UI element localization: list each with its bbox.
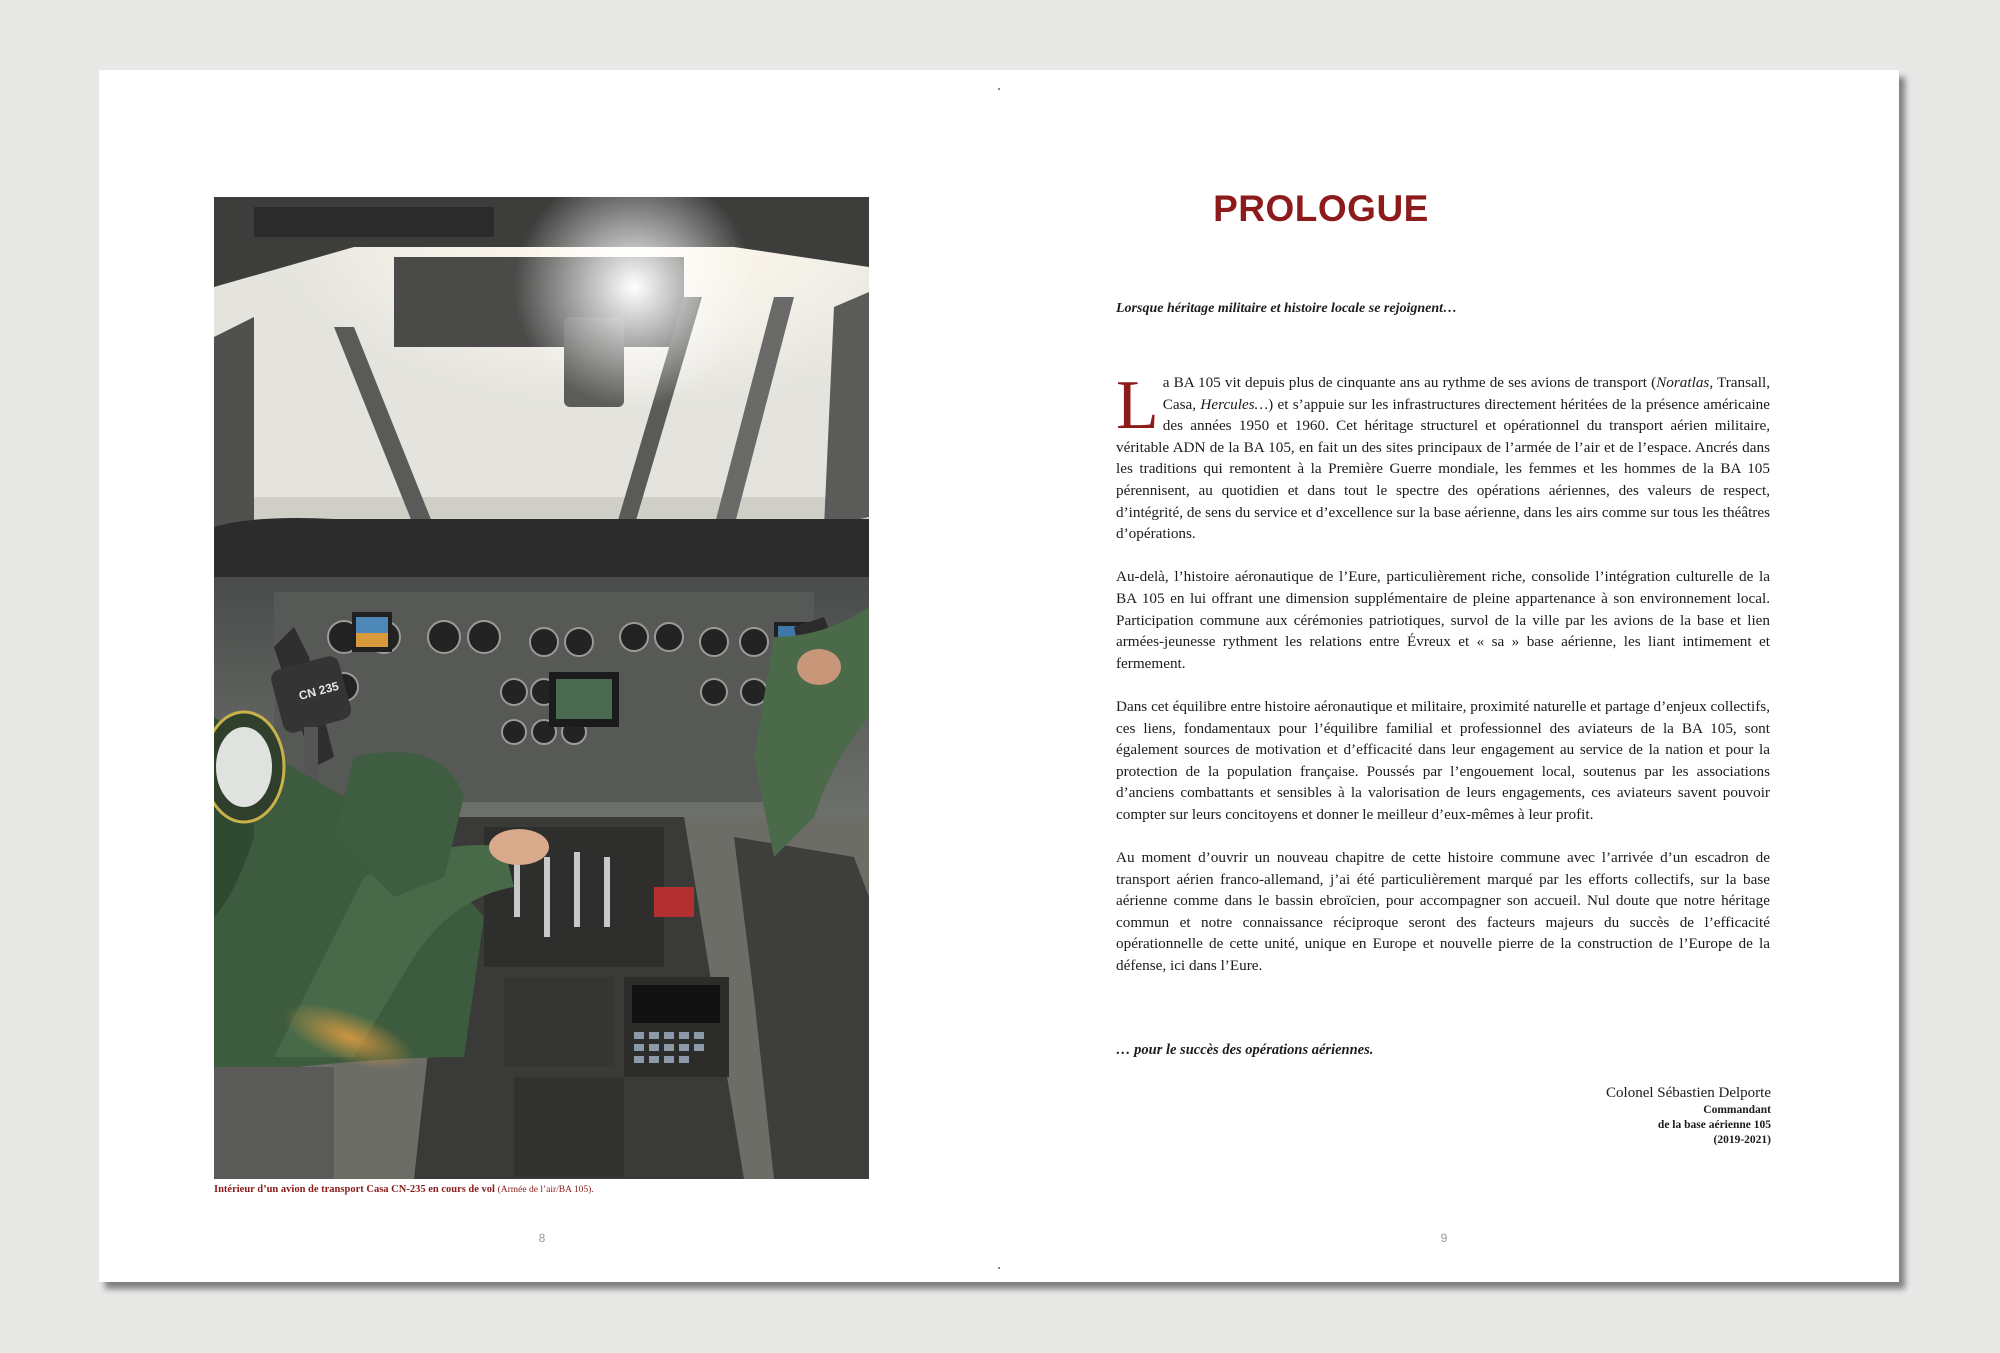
signatory-years: (2019-2021) <box>1713 1134 1771 1146</box>
paragraph-1-text-a: a BA 105 vit depuis plus de cinquante ans au rythme de ses avions de transport ( <box>1162 374 1657 391</box>
paragraph-3: Dans cet équilibre entre histoire aéronautique et militaire, proximité naturelle et partage d’enjeux collectifs, ces liens, fondamentaux pour l’équilibre familial et professionnel des aviateurs de la BA 105, sont également sources de motivation et d’efficacité dans leur engagement au service de la nation et pour la protection de la population française. Poussés par l’engouement local, soutenus par les associations d’anciens combattants et sensibles à la valorisation de leurs engagements, ces aviateurs savent pouvoir compter sur leurs concitoyens et donner le meilleur d’eux-mêmes à leur profit. <box>1116 697 1770 823</box>
page-number-right: 9 <box>1440 1231 1448 1245</box>
signatory-role: Commandant <box>1703 1104 1771 1116</box>
paragraph-4: Au moment d’ouvrir un nouveau chapitre de cette histoire commune avec l’arrivée d’un escadron de transport aérien franco-allemand, j’ai été particulièrement marqué par les efforts collectifs, sur la base aérienne comme dans le bassin ebroïcien, pour accompagner son accueil. Nul doute que notre héritage commun et notre connaissance réciproque seront des facteurs majeurs du succès de l’efficacité opérationnelle de cette unité, unique en Europe et nouvelle pierre de la construction de l’Europe de la défense, ici dans l’Eure. <box>1116 849 1770 975</box>
paragraph-1-text-c: ) et s’appuie sur les infrastructures directement héritées de la présence américaine des années 1950 et 1960. Cet héritage structurel et opérationnel du transport aérien militaire, véritable ADN de la BA 105, en fait un des sites principaux de l’armée de l’air et de l’espace. Ancrés dans les traditions qui remontent à la Première Guerre mondiale, les femmes et les hommes de la BA 105 pérennisent, au quotidien et dans tout le spectre des opérations aériennes, des valeurs de respect, d’intégrité, de sens du service et d’excellence sur la base aérienne, dans les airs comme sur tous les théâtres d’opérations. <box>1116 395 1770 543</box>
crop-mark-bottom <box>998 1267 1000 1269</box>
page-title: PROLOGUE <box>1213 188 1429 229</box>
signature-block <box>1471 1084 1771 1148</box>
cockpit-photo <box>214 197 869 1179</box>
signatory-name: Colonel Sébastien Delporte <box>1606 1085 1771 1101</box>
subtitle: Lorsque héritage militaire et histoire locale se rejoignent… <box>1116 301 1458 316</box>
page-number-left: 8 <box>538 1231 546 1245</box>
closing-line: … pour le succès des opérations aériennes. <box>1116 1042 1374 1058</box>
caption-text: Intérieur d’un avion de transport Casa CN-235 en cours de vol <box>214 1184 495 1195</box>
caption-credit: (Armée de l’air/BA 105). <box>497 1185 594 1195</box>
paragraph-2: Au-delà, l’histoire aéronautique de l’Eure, particulièrement riche, consolide l’intégration culturelle de la BA 105 en lui offrant une dimension supplémentaire de pleine appartenance à son environnement local. Participation commune aux cérémonies patriotiques, survol de la ville par les avions de la base et lien armées-jeunesse rythment les relations entre Évreux et « sa » base aérienne, les liant intimement et fermement. <box>1116 568 1770 672</box>
book-spread <box>99 70 1899 1282</box>
paragraph-1 <box>1116 367 1770 545</box>
signatory-unit: de la base aérienne 105 <box>1657 1119 1771 1131</box>
paragraph-1-italic-a: Noratlas <box>1656 374 1710 391</box>
crop-mark-top <box>998 88 1000 90</box>
drop-cap: L <box>1116 367 1159 444</box>
paragraph-1-italic-b: Hercules… <box>1200 395 1269 413</box>
photo-caption <box>214 1184 914 1195</box>
paragraph-1-text-b: , Transall, Casa, <box>1162 374 1770 413</box>
yoke-badge-label: CN 235 <box>297 678 341 703</box>
prologue-body <box>1116 367 1770 998</box>
